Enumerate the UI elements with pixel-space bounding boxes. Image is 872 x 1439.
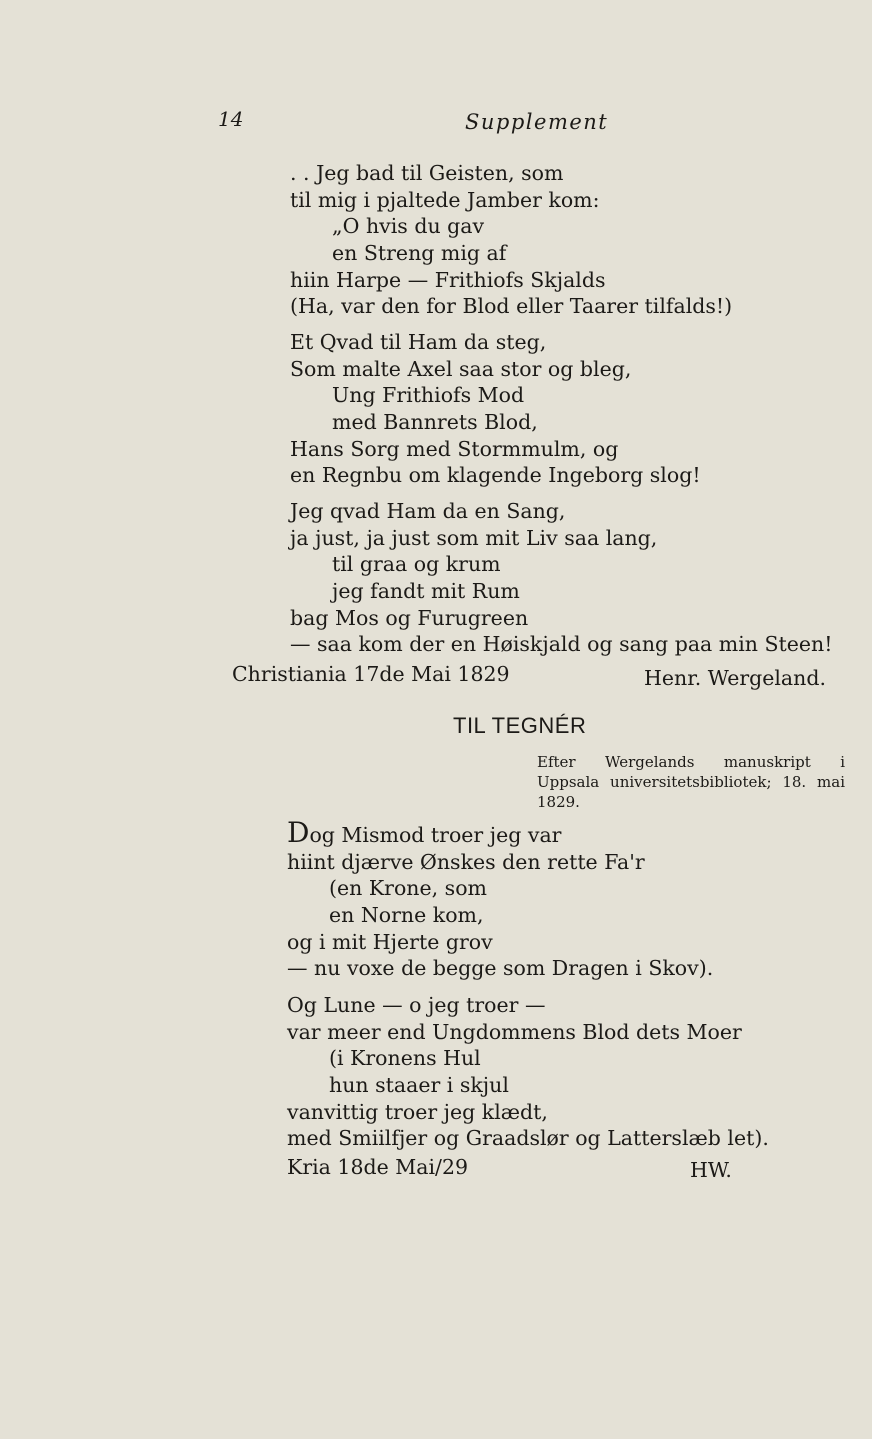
- poem-line: var meer end Ungdommens Blod dets Moer: [287, 1019, 742, 1044]
- poem2-title: TIL TEGNÉR: [453, 713, 587, 738]
- poem-line-text: og Mismod troer jeg var: [309, 823, 562, 847]
- poem-line: Et Qvad til Ham da steg,: [290, 330, 547, 354]
- poem2-stanza-2: [287, 992, 769, 1152]
- source-note: [537, 752, 845, 812]
- poem-line: til graa og krum: [332, 552, 501, 577]
- poem-line: en Norne kom,: [329, 903, 484, 928]
- initial-letter: D: [287, 816, 310, 849]
- poem-line: Som malte Axel saa stor og bleg,: [290, 356, 632, 381]
- poem-line: Jeg qvad Ham da en Sang,: [290, 499, 566, 523]
- poem-line: hun staaer i skjul: [329, 1073, 509, 1098]
- poem2-stanza-1: [287, 816, 714, 982]
- poem-line: (en Krone, som: [329, 876, 487, 901]
- poem-line: med Smiilfjer og Graadslør og Latterslæb let).: [287, 1126, 769, 1151]
- poem-line: — saa kom der en Høiskjald og sang paa min Steen!: [290, 632, 833, 657]
- source-note-line: 1829.: [537, 793, 580, 811]
- poem-line: (i Kronens Hul: [329, 1046, 481, 1071]
- poem1-author: Henr. Wergeland.: [644, 666, 826, 690]
- poem-line: hiint djærve Ønskes den rette Fa'r: [287, 849, 645, 874]
- poem-line: vanvittig troer jeg klædt,: [287, 1099, 548, 1124]
- source-note-line: Efter Wergelands manuskript i: [537, 753, 845, 771]
- poem-line: hiin Harpe — Frithiofs Skjalds: [290, 267, 606, 292]
- page-number: 14: [218, 107, 244, 131]
- poem-line-first: [287, 816, 713, 849]
- poem-line: bag Mos og Furugreen: [290, 605, 529, 630]
- poem-line: med Bannrets Blod,: [332, 410, 538, 435]
- poem-line: „O hvis du gav: [332, 214, 485, 239]
- poem2-author: HW.: [690, 1158, 732, 1182]
- poem1-stanza-1: [290, 160, 732, 320]
- running-title: Supplement: [465, 110, 609, 134]
- poem-line: jeg fandt mit Rum: [332, 579, 520, 604]
- poem-line: og i mit Hjerte grov: [287, 929, 493, 954]
- poem-line: — nu voxe de begge som Dragen i Skov).: [287, 956, 714, 981]
- poem-line: Og Lune — o jeg troer —: [287, 993, 546, 1017]
- poem-line: ja just, ja just som mit Liv saa lang,: [290, 525, 658, 550]
- poem-line: . . Jeg bad til Geisten, som: [290, 161, 564, 185]
- poem-line: til mig i pjaltede Jamber kom:: [290, 187, 600, 212]
- poem-line: Ung Frithiofs Mod: [332, 383, 525, 408]
- poem1-place-date: Christiania 17de Mai 1829: [232, 662, 510, 686]
- poem2-place-date: Kria 18de Mai/29: [287, 1155, 469, 1179]
- poem1-stanza-3: [290, 498, 832, 658]
- poem-line: (Ha, var den for Blod eller Taarer tilfalds!): [290, 294, 733, 319]
- poem-line: en Streng mig af: [332, 241, 507, 266]
- poem-line: en Regnbu om klagende Ingeborg slog!: [290, 463, 701, 488]
- poem-line: Hans Sorg med Stormmulm, og: [290, 436, 619, 461]
- source-note-line: Uppsala universitetsbibliotek; 18. mai: [537, 773, 845, 791]
- poem1-stanza-2: [290, 329, 701, 489]
